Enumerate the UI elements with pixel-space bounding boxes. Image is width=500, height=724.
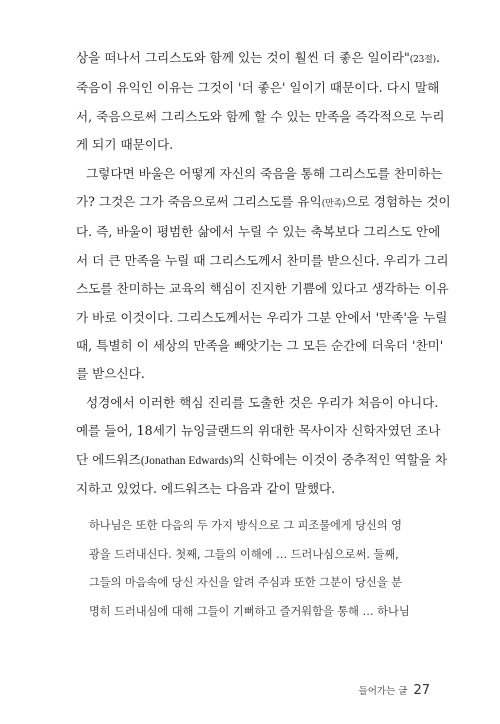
- text-line: 게 되기 때문이다.: [76, 137, 174, 153]
- text-line: 예를 들어, 18세기 뉴잉글랜드의 위대한 목사이자 신학자였던 조나: [76, 423, 441, 439]
- text-line: 지하고 있었다. 에드워즈는 다음과 같이 말했다.: [76, 481, 336, 497]
- page-number: 27: [413, 683, 430, 698]
- block-quote: [89, 512, 429, 626]
- verse-reference: (23절): [409, 55, 436, 65]
- text-line: 다. 즉, 바울이 평범한 삶에서 누릴 수 있는 축복보다 그리스도 안에: [76, 224, 441, 240]
- text-line: 상을 떠나서 그리스도와 함께 있는 것이 훨씬 더 좋은 일이라"(23절).: [76, 50, 440, 65]
- text-line: 서 더 큰 만족을 누릴 때 그리스도께서 찬미를 받으신다. 우리가 그리: [76, 252, 449, 268]
- quote-line: 광을 드러내신다. 첫째, 그들의 이해에 … 드러나심으로써. 둘째,: [89, 547, 399, 561]
- text-line: 가? 그것은 그가 죽음으로써 그리스도를 유익(만족)으로 경험하는 것이: [76, 194, 451, 210]
- section-label: 들어가는 글: [358, 686, 408, 697]
- paragraph-1: [76, 44, 445, 160]
- quote-line: 하나님은 또한 다음의 두 가지 방식으로 그 피조물에게 당신의 영: [89, 519, 402, 532]
- page-footer: [359, 679, 430, 698]
- paragraph-2: [76, 160, 451, 389]
- text-line: 단 에드워즈(Jonathan Edwards)의 신학에는 이것이 중추적인 역할을 차: [76, 451, 448, 467]
- paragraph-3: [76, 389, 448, 504]
- gloss-note: (만족): [321, 199, 346, 210]
- text-line: 서, 죽음으로써 그리스도와 함께 할 수 있는 만족을 즉각적으로 누리: [76, 108, 445, 124]
- quote-line: 명히 드러내심에 대해 그들이 기뻐하고 즐거워함을 통해 … 하나님: [89, 604, 410, 618]
- text-line: 죽음이 유익인 이유는 그것이 '더 좋은' 일이기 때문이다. 다시 말해: [76, 80, 440, 96]
- text-line: 성경에서 이러한 핵심 진리를 도출한 것은 우리가 처음이 아니다.: [86, 394, 439, 410]
- text-line: 를 받으신다.: [76, 366, 145, 382]
- english-name: (Jonathan Edwards): [140, 454, 233, 467]
- text-line: 스도를 찬미하는 교육의 핵심이 진지한 기쁨에 있다고 생각하는 이유: [76, 281, 449, 297]
- quote-line: 그들의 마음속에 당신 자신을 알려 주심과 또한 그분이 당신을 분: [89, 576, 402, 590]
- text-line: 때, 특별히 이 세상의 만족을 빼앗기는 그 모든 순간에 더욱더 '찬미': [76, 338, 444, 354]
- body-text: [76, 44, 451, 504]
- text-line: 가 바로 이것이다. 그리스도께서는 우리가 그분 안에서 '만족'을 누릴: [76, 309, 448, 325]
- text-line: 그렇다면 바울은 어떻게 자신의 죽음을 통해 그리스도를 찬미하는: [86, 165, 443, 181]
